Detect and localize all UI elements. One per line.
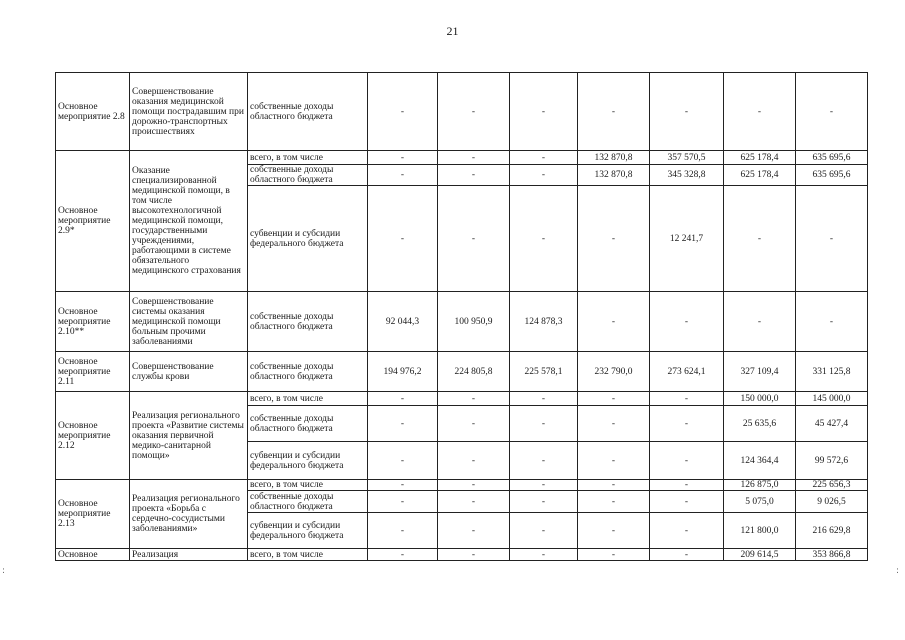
table-row bbox=[56, 292, 868, 352]
amount-cell: 5 075,0 bbox=[724, 491, 796, 513]
page-number: 21 bbox=[446, 24, 459, 38]
amount-cell: - bbox=[438, 549, 510, 561]
table-row bbox=[56, 73, 868, 151]
measure-cell: Основное мероприятие 2.9* bbox=[56, 151, 130, 292]
description-cell: Совершенствование службы крови bbox=[130, 352, 248, 392]
amount-cell: - bbox=[368, 406, 438, 442]
amount-cell: 225 656,3 bbox=[796, 480, 868, 491]
measure-cell: Основное мероприятие 2.8 bbox=[56, 73, 130, 151]
amount-cell: - bbox=[510, 151, 578, 165]
amount-cell: - bbox=[650, 406, 724, 442]
amount-cell: - bbox=[368, 392, 438, 406]
amount-cell: - bbox=[438, 186, 510, 292]
budget-table bbox=[55, 72, 868, 561]
amount-cell: - bbox=[510, 491, 578, 513]
amount-cell: - bbox=[438, 73, 510, 151]
table-row bbox=[56, 352, 868, 392]
amount-cell: 99 572,6 bbox=[796, 442, 868, 480]
funding-source-cell: субвенции и субсидии федерального бюджета bbox=[248, 513, 368, 549]
amount-cell: - bbox=[510, 406, 578, 442]
amount-cell: 225 578,1 bbox=[510, 352, 578, 392]
amount-cell: 124 364,4 bbox=[724, 442, 796, 480]
funding-source-cell: собственные доходы областного бюджета bbox=[248, 165, 368, 186]
amount-cell: 100 950,9 bbox=[438, 292, 510, 352]
description-cell: Реализация bbox=[130, 549, 248, 561]
amount-cell: - bbox=[438, 406, 510, 442]
funding-source-cell: субвенции и субсидии федерального бюджета bbox=[248, 442, 368, 480]
amount-cell: - bbox=[724, 73, 796, 151]
amount-cell: - bbox=[438, 480, 510, 491]
amount-cell: - bbox=[650, 73, 724, 151]
funding-source-cell: всего, в том числе bbox=[248, 392, 368, 406]
table-row bbox=[56, 480, 868, 491]
amount-cell: - bbox=[650, 292, 724, 352]
description-cell: Совершенствование системы оказания медицинской помощи больным прочими заболеваниями bbox=[130, 292, 248, 352]
amount-cell: 635 695,6 bbox=[796, 151, 868, 165]
amount-cell: - bbox=[510, 73, 578, 151]
amount-cell: 625 178,4 bbox=[724, 151, 796, 165]
amount-cell: - bbox=[578, 406, 650, 442]
amount-cell: - bbox=[578, 442, 650, 480]
funding-source-cell: всего, в том числе bbox=[248, 549, 368, 561]
amount-cell: 124 878,3 bbox=[510, 292, 578, 352]
amount-cell: - bbox=[650, 392, 724, 406]
amount-cell: - bbox=[796, 73, 868, 151]
amount-cell: - bbox=[368, 491, 438, 513]
amount-cell: - bbox=[438, 392, 510, 406]
amount-cell: - bbox=[578, 513, 650, 549]
amount-cell: 224 805,8 bbox=[438, 352, 510, 392]
amount-cell: 331 125,8 bbox=[796, 352, 868, 392]
amount-cell: - bbox=[650, 513, 724, 549]
amount-cell: 216 629,8 bbox=[796, 513, 868, 549]
amount-cell: - bbox=[578, 480, 650, 491]
funding-source-cell: собственные доходы областного бюджета bbox=[248, 406, 368, 442]
amount-cell: 145 000,0 bbox=[796, 392, 868, 406]
amount-cell: 121 800,0 bbox=[724, 513, 796, 549]
amount-cell: - bbox=[578, 73, 650, 151]
amount-cell: - bbox=[510, 165, 578, 186]
amount-cell: - bbox=[796, 186, 868, 292]
amount-cell: 132 870,8 bbox=[578, 151, 650, 165]
funding-source-cell: собственные доходы областного бюджета bbox=[248, 292, 368, 352]
scan-margin-mark-left: : bbox=[2, 566, 6, 576]
amount-cell: - bbox=[368, 513, 438, 549]
amount-cell: 625 178,4 bbox=[724, 165, 796, 186]
amount-cell: 25 635,6 bbox=[724, 406, 796, 442]
amount-cell: - bbox=[368, 480, 438, 491]
description-cell: Совершенствование оказания медицинской помощи пострадавшим при дорожно-транспортных происшествиях bbox=[130, 73, 248, 151]
table-row bbox=[56, 151, 868, 165]
amount-cell: 635 695,6 bbox=[796, 165, 868, 186]
amount-cell: - bbox=[368, 73, 438, 151]
amount-cell: - bbox=[650, 549, 724, 561]
amount-cell: - bbox=[724, 186, 796, 292]
amount-cell: 45 427,4 bbox=[796, 406, 868, 442]
amount-cell: - bbox=[438, 513, 510, 549]
funding-source-cell: субвенции и субсидии федерального бюджета bbox=[248, 186, 368, 292]
amount-cell: - bbox=[510, 513, 578, 549]
amount-cell: 357 570,5 bbox=[650, 151, 724, 165]
amount-cell: 9 026,5 bbox=[796, 491, 868, 513]
description-cell: Оказание специализированной медицинской помощи, в том числе высокотехнологичной медицинской помощи, государственными учреждениями, работающими в системе обязательного медицинского страхования bbox=[130, 151, 248, 292]
amount-cell: - bbox=[510, 480, 578, 491]
amount-cell: 194 976,2 bbox=[368, 352, 438, 392]
amount-cell: 273 624,1 bbox=[650, 352, 724, 392]
amount-cell: - bbox=[510, 549, 578, 561]
amount-cell: 353 866,8 bbox=[796, 549, 868, 561]
description-cell: Реализация регионального проекта «Развитие системы оказания первичной медико-санитарной помощи» bbox=[130, 392, 248, 480]
funding-source-cell: собственные доходы областного бюджета bbox=[248, 491, 368, 513]
description-cell: Реализация регионального проекта «Борьба с сердечно-сосудистыми заболеваниями» bbox=[130, 480, 248, 549]
measure-cell: Основное мероприятие 2.13 bbox=[56, 480, 130, 549]
amount-cell: 150 000,0 bbox=[724, 392, 796, 406]
amount-cell: 327 109,4 bbox=[724, 352, 796, 392]
amount-cell: - bbox=[724, 292, 796, 352]
scan-margin-mark-right: : bbox=[896, 566, 900, 576]
measure-cell: Основное мероприятие 2.12 bbox=[56, 392, 130, 480]
measure-cell: Основное мероприятие 2.11 bbox=[56, 352, 130, 392]
amount-cell: - bbox=[578, 186, 650, 292]
amount-cell: - bbox=[438, 165, 510, 186]
funding-source-cell: всего, в том числе bbox=[248, 151, 368, 165]
amount-cell: - bbox=[368, 442, 438, 480]
funding-source-cell: собственные доходы областного бюджета bbox=[248, 73, 368, 151]
amount-cell: - bbox=[368, 165, 438, 186]
amount-cell: - bbox=[578, 292, 650, 352]
amount-cell: - bbox=[438, 491, 510, 513]
amount-cell: 126 875,0 bbox=[724, 480, 796, 491]
amount-cell: - bbox=[650, 491, 724, 513]
amount-cell: 12 241,7 bbox=[650, 186, 724, 292]
amount-cell: - bbox=[650, 480, 724, 491]
amount-cell: - bbox=[368, 186, 438, 292]
table-row bbox=[56, 549, 868, 561]
amount-cell: - bbox=[368, 151, 438, 165]
amount-cell: 92 044,3 bbox=[368, 292, 438, 352]
amount-cell: - bbox=[578, 549, 650, 561]
amount-cell: - bbox=[796, 292, 868, 352]
funding-source-cell: собственные доходы областного бюджета bbox=[248, 352, 368, 392]
amount-cell: 345 328,8 bbox=[650, 165, 724, 186]
amount-cell: - bbox=[510, 392, 578, 406]
amount-cell: 232 790,0 bbox=[578, 352, 650, 392]
amount-cell: - bbox=[510, 442, 578, 480]
measure-cell: Основное мероприятие 2.10** bbox=[56, 292, 130, 352]
amount-cell: - bbox=[650, 442, 724, 480]
funding-source-cell: всего, в том числе bbox=[248, 480, 368, 491]
amount-cell: - bbox=[578, 392, 650, 406]
amount-cell: - bbox=[578, 491, 650, 513]
table-row bbox=[56, 392, 868, 406]
amount-cell: - bbox=[368, 549, 438, 561]
measure-cell: Основное bbox=[56, 549, 130, 561]
amount-cell: 209 614,5 bbox=[724, 549, 796, 561]
amount-cell: - bbox=[438, 151, 510, 165]
amount-cell: 132 870,8 bbox=[578, 165, 650, 186]
amount-cell: - bbox=[438, 442, 510, 480]
amount-cell: - bbox=[510, 186, 578, 292]
